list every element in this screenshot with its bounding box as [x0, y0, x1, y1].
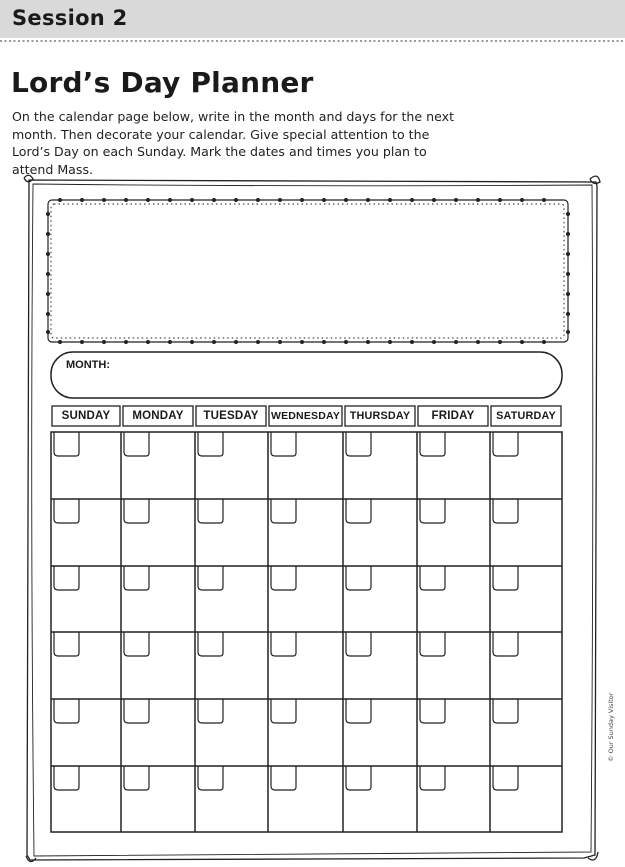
calendar-outer-border — [24, 175, 600, 861]
month-field[interactable] — [51, 352, 562, 398]
copyright-notice: © Our Sunday Visitor — [607, 692, 615, 762]
calendar-grid — [51, 432, 562, 832]
date-tabs — [54, 432, 518, 790]
decoration-frame — [48, 200, 568, 342]
day-label-wednesday: WEDNESDAY — [270, 410, 341, 422]
day-label-sunday: SUNDAY — [61, 410, 111, 422]
page-title: Lord’s Day Planner — [11, 66, 314, 99]
day-label-tuesday: TUESDAY — [203, 410, 259, 422]
instructions-text: On the calendar page below, write in the month and days for the next month. Then decorate your calendar. Give special attention to the Lord’s Day on each Sunday. Mark the dates and times you plan to attend Mass. — [12, 109, 455, 177]
day-label-monday: MONDAY — [132, 410, 184, 422]
decoration-dots — [46, 198, 570, 344]
day-label-saturday: SATURDAY — [496, 410, 556, 422]
day-label-thursday: THURSDAY — [349, 410, 411, 422]
session-label: Session 2 — [12, 6, 128, 30]
month-label: MONTH: — [66, 359, 110, 371]
day-label-friday: FRIDAY — [431, 410, 475, 422]
